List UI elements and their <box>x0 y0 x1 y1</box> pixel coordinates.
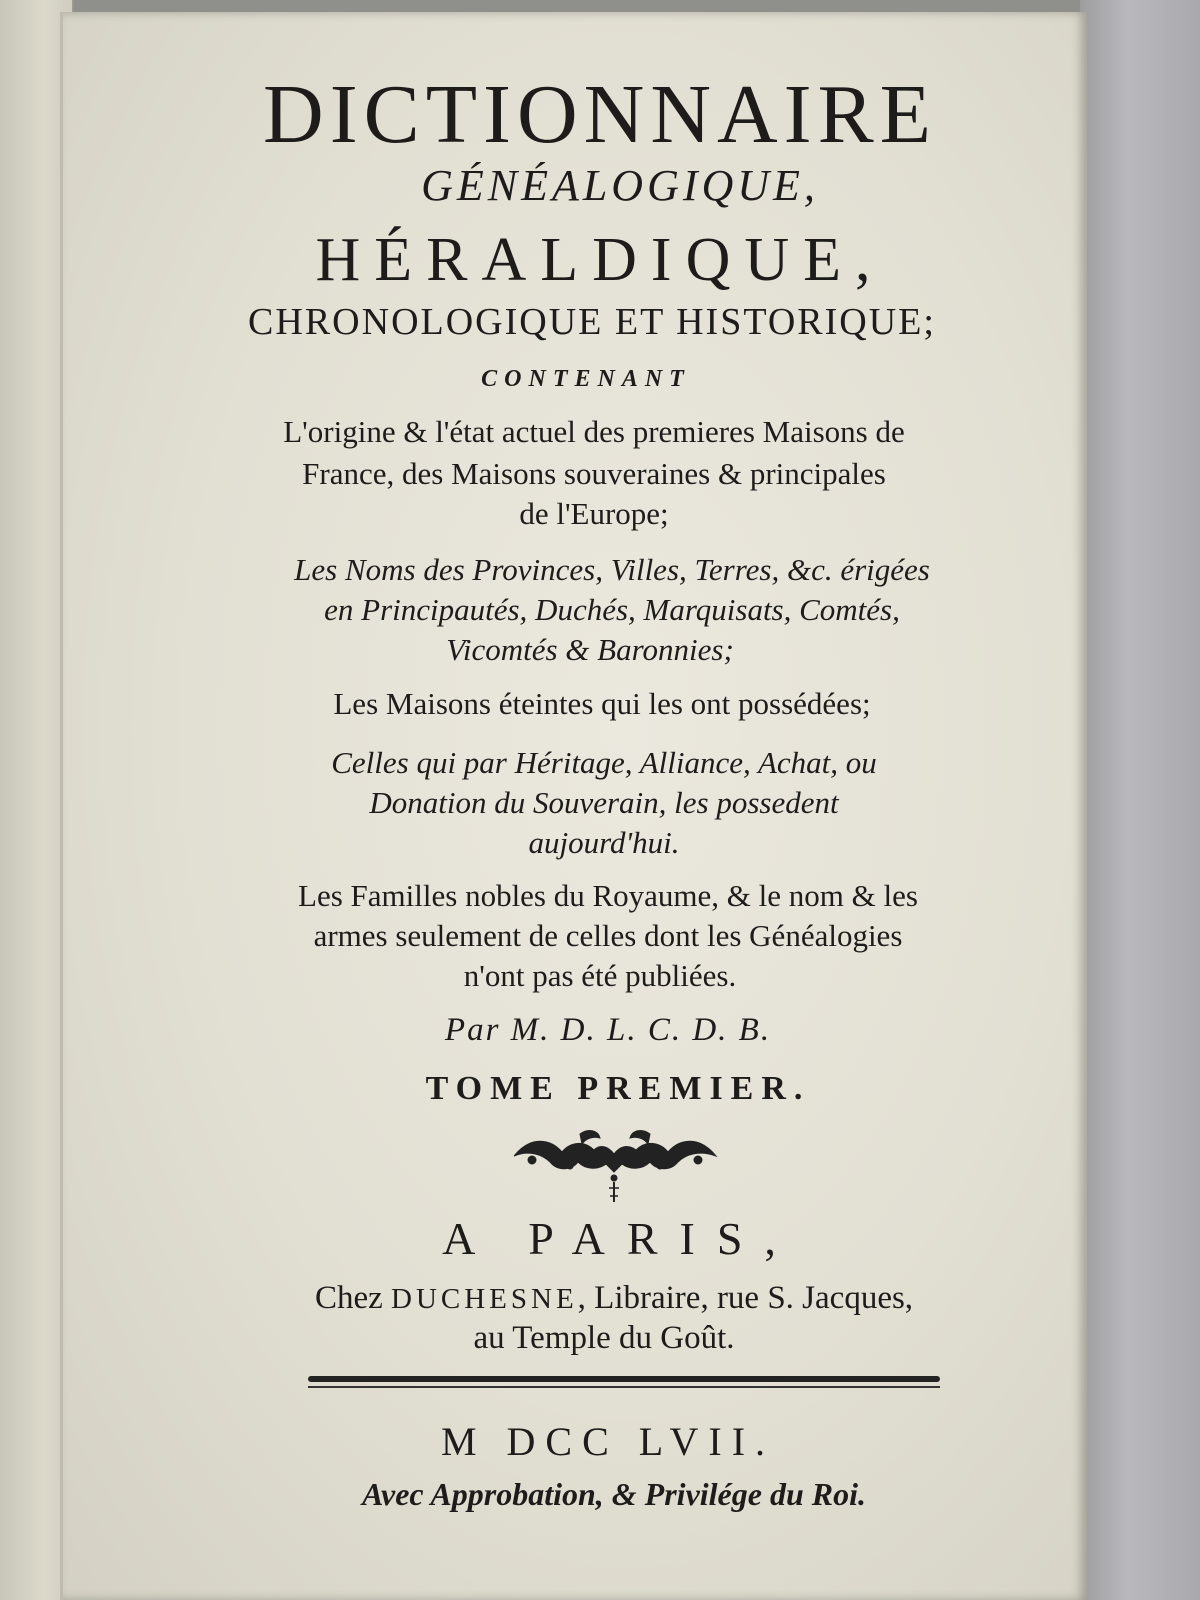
subtitle-heraldique: HÉRALDIQUE, <box>315 226 885 294</box>
approbation-line: Avec Approbation, & Privilége du Roi. <box>362 1476 866 1512</box>
author-line: Par M. D. L. C. D. B. <box>444 1012 772 1048</box>
book-title: DICTIONNAIRE <box>263 68 937 161</box>
paragraph-5-line: Les Familles nobles du Royaume, & le nom & les <box>298 878 918 913</box>
subtitle-chronologique: CHRONOLOGIQUE ET HISTORIQUE; <box>248 301 936 343</box>
publisher-name: DUCHESNE <box>391 1283 578 1315</box>
publisher-suffix: , Libraire, rue S. Jacques, <box>577 1280 914 1316</box>
paragraph-1-line: de l'Europe; <box>519 496 669 531</box>
paragraph-1-line: L'origine & l'état actuel des premieres Maisons de <box>283 414 905 449</box>
paragraph-1-line: France, des Maisons souveraines & principales <box>302 456 886 491</box>
paragraph-4-line: Celles qui par Héritage, Alliance, Achat, ou <box>331 745 877 780</box>
paragraph-2-line: en Principautés, Duchés, Marquisats, Comtés, <box>324 592 900 627</box>
paragraph-5-line: n'ont pas été publiées. <box>463 958 737 993</box>
publication-year: M DCC LVII. <box>440 1419 776 1464</box>
volume-label: TOME PREMIER. <box>425 1070 811 1107</box>
publisher-prefix: Chez <box>314 1280 383 1316</box>
paragraph-3: Les Maisons éteintes qui les ont possédées; <box>333 686 871 721</box>
rule-thin <box>308 1386 940 1388</box>
paragraph-2-line: Les Noms des Provinces, Villes, Terres, &c. érigées <box>294 552 930 587</box>
paragraph-5-line: armes seulement de celles dont les Généalogies <box>313 918 903 953</box>
paragraph-2-line: Vicomtés & Baronnies; <box>446 632 734 667</box>
publisher-line <box>14 1280 1200 1317</box>
paragraph-4-line: aujourd'hui. <box>528 825 680 860</box>
publisher-address: au Temple du Goût. <box>473 1320 735 1356</box>
fleuron-ornament-icon <box>510 1126 720 1216</box>
rule-thick <box>308 1376 940 1382</box>
city-line: A PARIS, <box>442 1213 798 1264</box>
contenant-label: CONTENANT <box>481 366 691 392</box>
subtitle-genealogique: GÉNÉALOGIQUE, <box>421 161 819 210</box>
double-rule-divider <box>308 1376 940 1390</box>
paragraph-4-line: Donation du Souverain, les possedent <box>369 785 839 820</box>
